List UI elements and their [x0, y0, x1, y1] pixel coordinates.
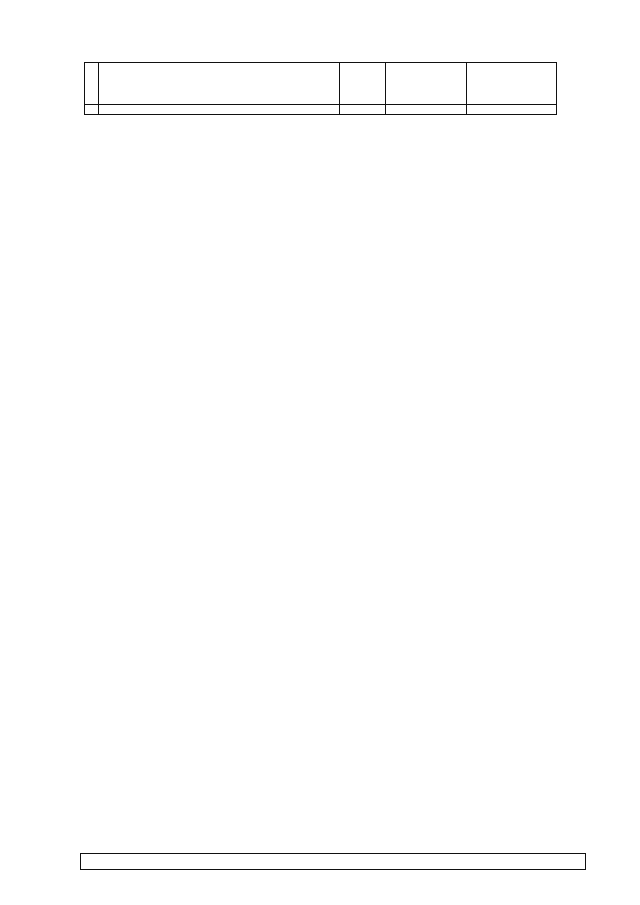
header-depth: [340, 63, 386, 105]
header-purpose: [99, 63, 340, 105]
table-1-rule: [80, 869, 586, 870]
table-1-header: [80, 853, 586, 869]
tariff-table: [84, 62, 557, 115]
column-index-row: [85, 105, 557, 115]
index-cell: [99, 105, 340, 115]
header-diameter: [386, 63, 467, 105]
index-cell: [386, 105, 467, 115]
index-cell: [340, 105, 386, 115]
index-cell: [467, 105, 557, 115]
header-num: [85, 63, 99, 105]
table-header-row: [85, 63, 557, 105]
index-cell: [85, 105, 99, 115]
header-value: [467, 63, 557, 105]
